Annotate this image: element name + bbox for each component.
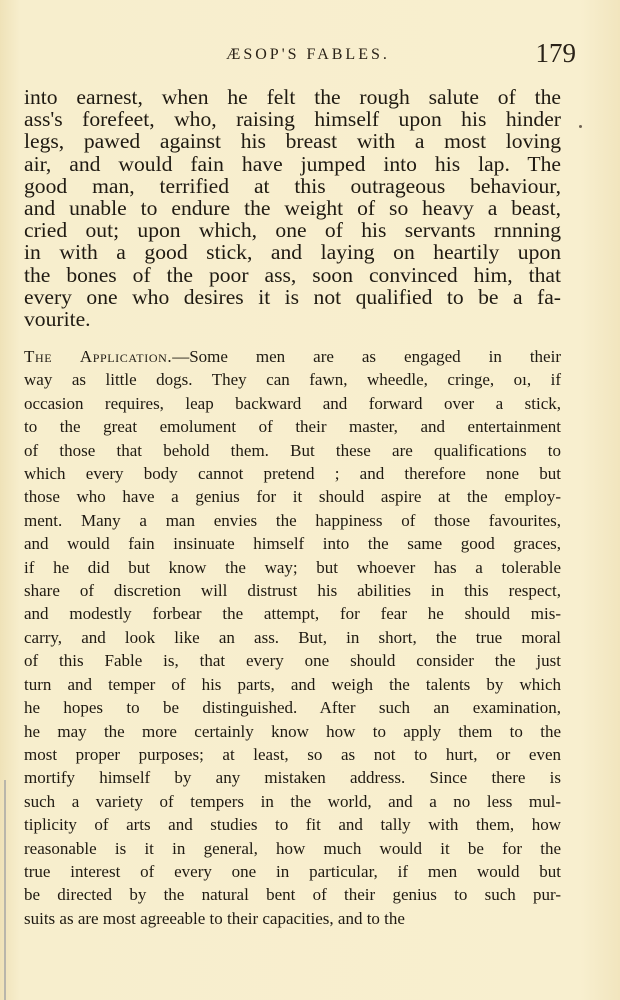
- application-line: he may the more certainly know how to apply them to the: [24, 721, 561, 741]
- page-header: [0, 38, 620, 74]
- running-title: ÆSOP'S FABLES.: [226, 46, 390, 63]
- application-line: of this Fable is, that every one should consider the just: [24, 651, 561, 671]
- application-line: which every body cannot pretend ; and therefore none but: [24, 464, 561, 484]
- application-line: tiplicity of arts and studies to fit and tally with them, how: [24, 815, 561, 835]
- page-number: 179: [535, 38, 576, 68]
- fable-line: the bones of the poor ass, soon convinced him, that: [24, 262, 561, 287]
- application-line: turn and temper of his parts, and weigh the talents by which: [24, 674, 561, 694]
- application-line: such a variety of tempers in the world, and a no less mul-: [24, 791, 561, 811]
- application-line: most proper purposes; at least, so as not to hurt, or even: [24, 744, 561, 764]
- application-line: way as little dogs. They can fawn, wheedle, cringe, oı, if: [24, 370, 561, 390]
- fable-line: vourite.: [24, 307, 91, 332]
- application-line: suits as are most agreeable to their capacities, and to the: [24, 908, 405, 928]
- application-line: true interest of every one in particular, if men would but: [24, 861, 561, 881]
- application-line: be directed by the natural bent of their genius to such pur-: [24, 885, 561, 905]
- application-line: mortify himself by any mistaken address. Since there is: [24, 768, 561, 788]
- application-line: carry, and look like an ass. But, in short, the true moral: [24, 627, 561, 647]
- fable-line: and unable to endure the weight of so heavy a beast,: [24, 196, 561, 221]
- application-heading: The Application.: [24, 347, 173, 366]
- application-line: he hopes to be distinguished. After such an examination,: [24, 698, 561, 718]
- fable-line: cried out; upon which, one of his servants rnnning: [24, 218, 561, 243]
- fable-line: air, and would fain have jumped into his lap. The: [24, 151, 561, 176]
- application-first-line: [24, 345, 561, 368]
- application-line: if he did but know the way; but whoever has a tolerable: [24, 557, 561, 577]
- fable-line: into earnest, when he felt the rough salute of the: [24, 85, 561, 109]
- application-line: of those that behold them. But these are qualifications to: [24, 440, 561, 460]
- application-line: ment. Many a man envies the happiness of those favourites,: [24, 510, 561, 530]
- application-line-start: —Some men are as engaged in their: [172, 347, 561, 366]
- application-line: and would fain insinuate himself into the same good graces,: [24, 534, 561, 554]
- application-section: [24, 345, 561, 930]
- page-edge-shadow: [4, 780, 6, 1000]
- fable-line: ass's forefeet, who, raising himself upon his hinder: [24, 107, 561, 132]
- margin-mark: [579, 125, 582, 128]
- application-line: those who have a genius for it should aspire at the employ-: [24, 487, 561, 507]
- application-line: share of discretion will distrust his abilities in this respect,: [24, 581, 561, 601]
- fable-line: every one who desires it is not qualified to be a fa-: [24, 284, 561, 309]
- application-line: reasonable is it in general, how much would it be for the: [24, 838, 561, 858]
- application-line: to the great emolument of their master, and entertainment: [24, 417, 561, 437]
- application-line: and modestly forbear the attempt, for fear he should mis-: [24, 604, 561, 624]
- fable-body: [24, 86, 561, 330]
- fable-line: legs, pawed against his breast with a most loving: [24, 129, 561, 154]
- application-line: occasion requires, leap backward and forward over a stick,: [24, 393, 561, 413]
- fable-line: in with a good stick, and laying on heartily upon: [24, 240, 561, 265]
- fable-line: good man, terrified at this outrageous behaviour,: [24, 173, 561, 198]
